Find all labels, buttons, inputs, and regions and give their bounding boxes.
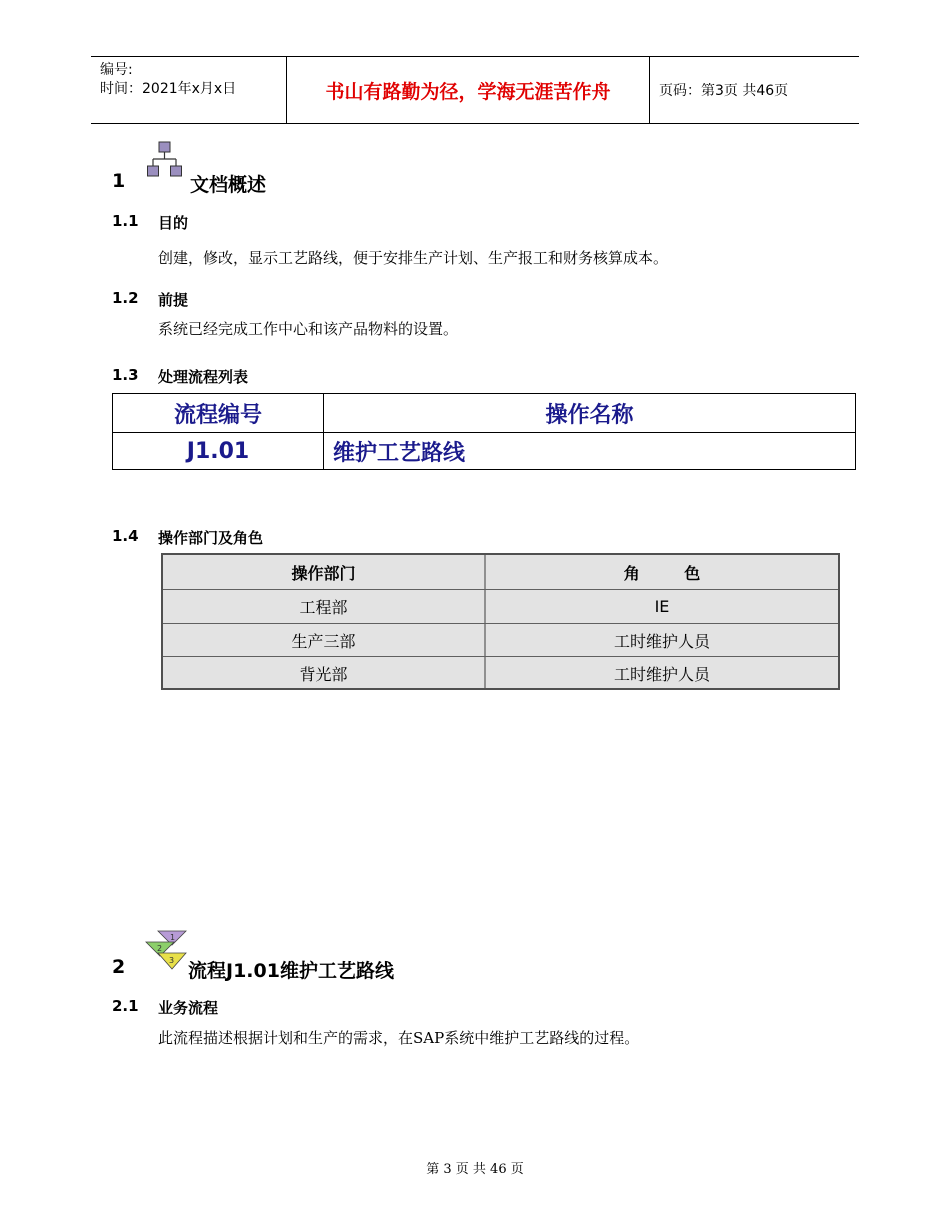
section-2-number: 2 (112, 956, 126, 978)
role-table-cell-department: 生产三部 (291, 631, 356, 651)
section-1-2-text: 系统已经完成工作中心和该产品物料的设置。 (158, 320, 459, 338)
section-2-title: 流程J1.01维护工艺路线 (188, 960, 394, 982)
role-table-header-department: 操作部门 (291, 563, 356, 583)
page-footer: 第 3 页 共 46 页 (426, 1162, 524, 1177)
page-header (91, 56, 859, 124)
role-table-cell-department: 背光部 (299, 664, 348, 684)
section-1-3-title: 处理流程列表 (158, 368, 249, 386)
section-1-number: 1 (112, 170, 126, 192)
section-1-4-title: 操作部门及角色 (158, 529, 264, 547)
role-table-cell-role: 工时维护人员 (613, 664, 710, 684)
process-table-header-id: 流程编号 (173, 402, 262, 428)
process-table-header-name: 操作名称 (545, 402, 634, 428)
svg-text:3: 3 (169, 956, 175, 965)
section-1-2-title: 前提 (158, 291, 189, 309)
process-table-cell-id: J1.01 (186, 439, 250, 464)
department-role-table (161, 553, 840, 690)
svg-text:2: 2 (157, 944, 163, 953)
section-1-1-number: 1.1 (112, 212, 139, 230)
org-chart-icon (147, 141, 183, 181)
section-1-4-number: 1.4 (112, 527, 139, 545)
section-2-1-title: 业务流程 (158, 999, 219, 1017)
document-time-label: 时间：2021年x月x日 (100, 81, 237, 97)
section-1-1-title: 目的 (158, 214, 189, 232)
process-table-cell-name: 维护工艺路线 (333, 441, 466, 466)
header-page-number: 页码：第3页 共46页 (659, 83, 789, 99)
role-table-cell-department: 工程部 (299, 598, 348, 617)
section-1-title: 文档概述 (190, 174, 267, 196)
section-1-1-text: 创建，修改，显示工艺路线，便于安排生产计划、生产报工和财务核算成本。 (158, 249, 669, 267)
svg-text:1: 1 (170, 933, 176, 942)
document-number-label: 编号: (100, 62, 133, 78)
role-table-cell-role: 工时维护人员 (613, 631, 710, 651)
role-table-header-role: 角 色 (623, 563, 701, 583)
section-2-1-text: 此流程描述根据计划和生产的需求，在SAP系统中维护工艺路线的过程。 (158, 1029, 640, 1047)
process-list-table (112, 393, 856, 470)
section-2-1-number: 2.1 (112, 997, 139, 1015)
header-divider (649, 57, 650, 123)
role-table-cell-role: IE (654, 597, 670, 616)
section-1-2-number: 1.2 (112, 289, 139, 307)
section-1-3-number: 1.3 (112, 366, 139, 384)
numbered-steps-icon (142, 929, 188, 973)
header-info (100, 61, 236, 99)
header-motto: 书山有路勤为径，学海无涯苦作舟 (325, 80, 611, 103)
